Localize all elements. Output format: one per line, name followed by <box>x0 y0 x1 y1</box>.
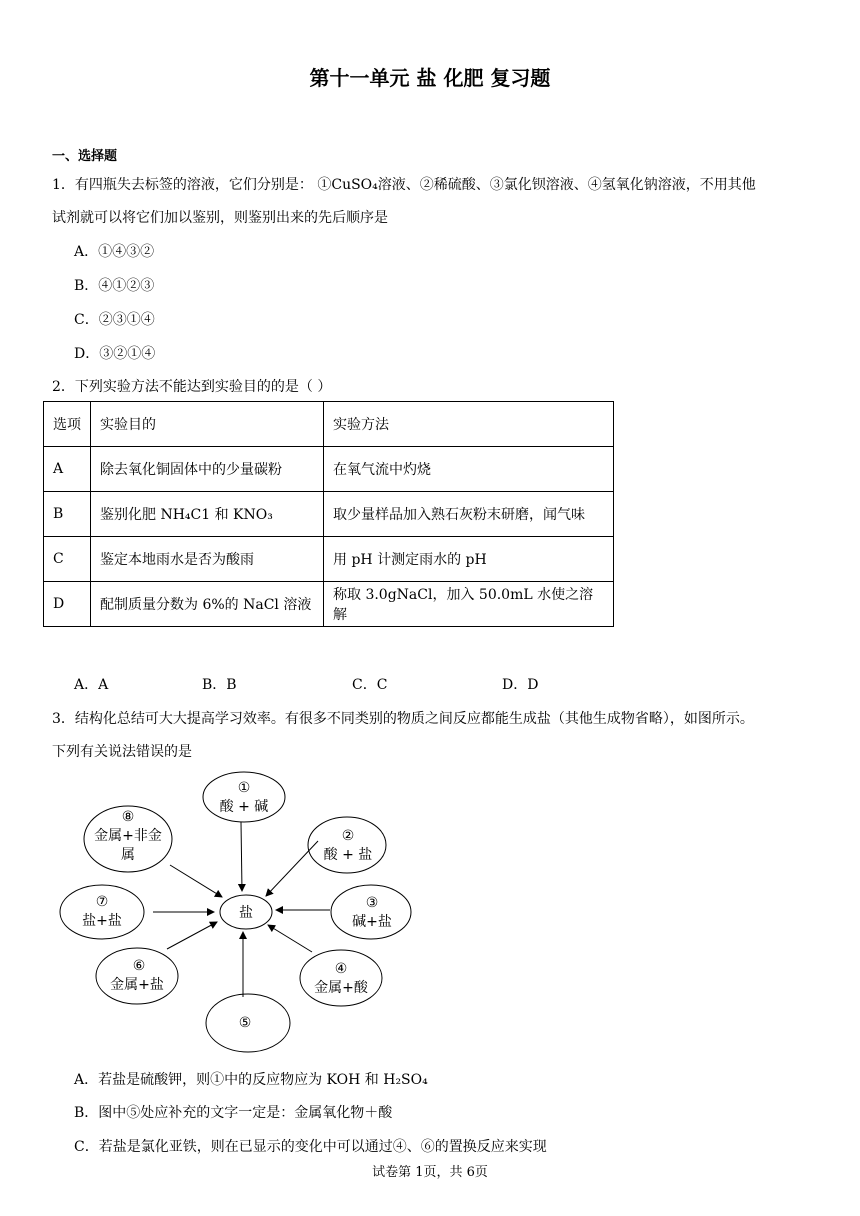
q3-stem-line1: 3．结构化总结可大大提高学习效率。有很多不同类别的物质之间反应都能生成盐（其他生成物省略），如图所示。 <box>52 711 754 727</box>
table-row <box>44 537 614 582</box>
arrow-2 <box>266 841 318 896</box>
node-8-label-line2: 属 <box>121 847 135 863</box>
table-header-cell: 选项 <box>44 402 91 447</box>
node-3-ellipse <box>331 885 411 939</box>
node-7-label: 盐+盐 <box>82 913 122 929</box>
table-cell: 除去氧化铜固体中的少量碳粉 <box>91 447 324 492</box>
table-cell: 鉴别化肥 NH₄C1 和 KNO₃ <box>91 492 324 537</box>
table-row <box>44 492 614 537</box>
table-cell: 取少量样品加入熟石灰粉末研磨，闻气味 <box>324 492 614 537</box>
node-6-number: ⑥ <box>132 958 146 974</box>
table-cell: C <box>44 537 91 582</box>
node-2-number: ② <box>341 828 355 844</box>
table-header-cell: 实验目的 <box>91 402 324 447</box>
node-2-label: 酸 + 盐 <box>323 847 373 863</box>
salt-reaction-diagram <box>40 762 440 1057</box>
table-cell: 配制质量分数为 6%的 NaCl 溶液 <box>91 582 324 627</box>
node-2-ellipse <box>308 817 386 873</box>
arrow-6 <box>167 922 217 949</box>
experiment-table <box>43 401 614 627</box>
q1-option-b: B．④①②③ <box>74 278 155 294</box>
arrow-8 <box>170 865 222 897</box>
node-4-label: 金属+酸 <box>314 980 368 996</box>
table-header-row <box>44 402 614 447</box>
page-title: 第十一单元 盐 化肥 复习题 <box>309 66 551 90</box>
node-1-number: ① <box>237 780 251 796</box>
node-1-label: 酸 + 碱 <box>219 799 269 815</box>
q3-stem-line2: 下列有关说法错误的是 <box>52 744 192 760</box>
q3-option-c: C．若盐是氯化亚铁，则在已显示的变化中可以通过④、⑥的置换反应来实现 <box>74 1139 547 1155</box>
node-6-ellipse <box>96 948 178 1004</box>
node-3-label: 碱+盐 <box>352 914 392 930</box>
node-8-number: ⑧ <box>121 809 135 825</box>
node-4-ellipse <box>300 950 382 1006</box>
q3-option-a: A．若盐是硫酸钾，则①中的反应物应为 KOH 和 H₂SO₄ <box>74 1072 428 1088</box>
q2-answer-a: A．A <box>74 677 109 693</box>
node-4-number: ④ <box>334 961 348 977</box>
table-cell: B <box>44 492 91 537</box>
q2-answer-d: D．D <box>502 677 539 693</box>
table-cell: 用 pH 计测定雨水的 pH <box>324 537 614 582</box>
node-8-label: 金属+非金 <box>94 828 162 844</box>
table-cell: 称取 3.0gNaCl，加入 50.0mL 水使之溶解 <box>324 582 614 627</box>
q1-stem-line1: 1．有四瓶失去标签的溶液，它们分别是： ①CuSO₄溶液、②稀硫酸、③氯化钡溶液、④氢氧化钠溶液，不用其他 <box>52 177 756 193</box>
q1-option-a: A．①④③② <box>74 244 155 260</box>
center-label: 盐 <box>239 905 253 921</box>
arrow-1 <box>241 822 242 891</box>
page-footer: 试卷第 1页，共 6页 <box>372 1165 488 1180</box>
q2-stem: 2．下列实验方法不能达到实验目的的是（ ） <box>52 379 332 395</box>
table-row <box>44 447 614 492</box>
q1-stem-line2: 试剂就可以将它们加以鉴别，则鉴别出来的先后顺序是 <box>52 210 388 226</box>
q1-option-c: C．②③①④ <box>74 312 155 328</box>
q3-option-b: B．图中⑤处应补充的文字一定是：金属氧化物＋酸 <box>74 1105 393 1121</box>
node-6-label: 金属+盐 <box>110 977 164 993</box>
node-3-number: ③ <box>365 895 379 911</box>
table-header-cell: 实验方法 <box>324 402 614 447</box>
q1-option-d: D．③②①④ <box>74 346 156 362</box>
arrow-4 <box>268 925 312 952</box>
section-title: 一、选择题 <box>52 149 118 164</box>
table-row <box>44 582 614 627</box>
node-7-number: ⑦ <box>95 894 109 910</box>
table-cell: A <box>44 447 91 492</box>
table-cell: 鉴定本地雨水是否为酸雨 <box>91 537 324 582</box>
table-cell: D <box>44 582 91 627</box>
table-cell: 在氧气流中灼烧 <box>324 447 614 492</box>
node-5-number: ⑤ <box>238 1015 252 1031</box>
q2-answer-c: C．C <box>352 677 388 693</box>
q2-answer-b: B．B <box>202 677 237 693</box>
